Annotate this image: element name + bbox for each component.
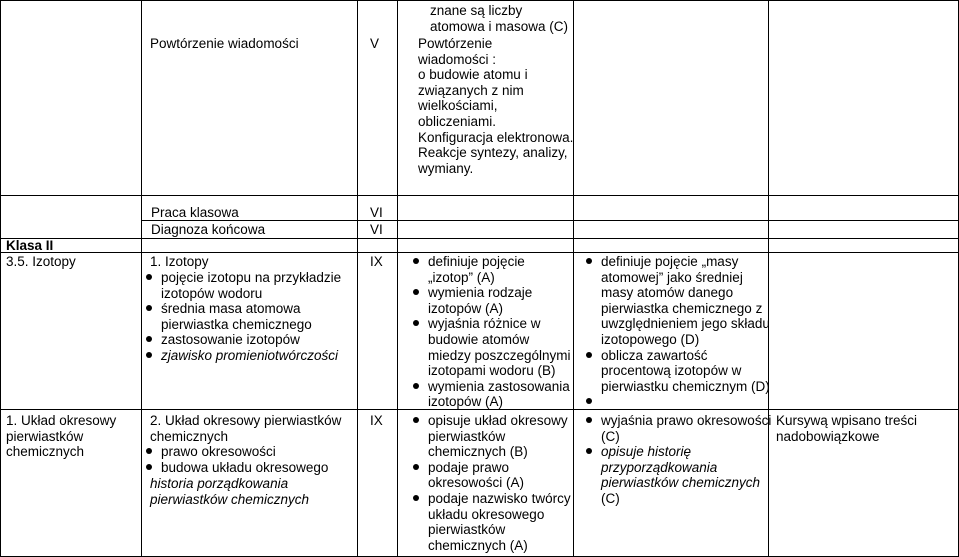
lesson-hours: V [370,36,380,51]
chapter-line: 1. Układ okresowy [6,413,117,428]
requirement-item: wyjaśnia prawo okresowości [583,413,771,429]
row-divider [0,252,959,253]
requirement-continued: procentową izotopów w [601,363,742,379]
requirement-item-optional: opisuje historię [583,444,771,460]
class-header: Klasa II [6,238,54,253]
optional-line: historia porządkowania [150,476,289,491]
continued-line: atomowa i masowa (C) [430,18,569,34]
requirement-item: oblicza zawartość [583,348,770,364]
requirement-continued: budowie atomów [428,331,530,347]
extended-requirements-izotopy [583,254,770,394]
optional-content-uklad [150,476,309,507]
list-item: budowa układu okresowego [143,460,328,476]
requirement-continued: chemicznych (B) [428,444,528,460]
list-item: pojęcie izotopu na przykładzie [143,270,341,286]
requirement-item: definiuje pojęcie „masy [583,254,770,270]
column-divider [357,0,358,557]
note-line: Kursywą wpisano treści [776,413,918,428]
list-item: średnia masa atomowa [143,301,341,317]
requirement-continued: układu okresowego [428,506,545,522]
review-line: wielkościami, [418,98,498,114]
requirement-continued: atomowej” jako średniej [601,269,743,285]
requirement-continued: pierwiastków [428,428,506,444]
requirement-continued: uwzględnieniem jego składu [601,316,770,332]
column-divider [0,0,1,557]
requirement-continued: izotopów (A) [428,394,504,410]
column-divider [141,0,142,557]
requirement-item: definiuje pojęcie [410,254,571,270]
basic-requirements-uklad [410,413,571,553]
requirement-continued: (C) [601,490,620,506]
extended-requirements-uklad [583,413,771,507]
requirement-item: podaje nazwisko twórcy [410,491,571,507]
hours-uklad: IX [370,413,383,428]
optional-line: pierwiastków chemicznych [150,491,310,507]
row-divider [0,238,959,239]
table-border-top [0,0,959,1]
requirement-continued: pierwiastków [428,522,506,538]
praca-klasowa-label: Praca klasowa [151,205,239,220]
review-line: wymiany. [418,160,474,176]
requirement-item: wymienia rodzaje [410,285,571,301]
requirement-item: podaje prawo [410,460,571,476]
note-line: nadobowiązkowe [776,428,880,444]
review-line: związanych z nim [418,82,524,98]
topic-izotopy: 1. Izotopy [150,254,209,269]
hours-izotopy: IX [370,254,383,269]
list-item-optional: zjawisko promieniotwórczości [143,348,341,364]
requirement-continued: masy atomów danego [601,285,734,301]
review-line: Konfiguracja elektronowa. [418,129,574,145]
content-list-izotopy [143,270,341,364]
requirement-continued: okresowości (A) [428,475,525,491]
requirement-continued: pierwiastku chemicznym (D) [601,378,770,394]
list-item-continued: izotopów wodoru [161,285,263,301]
review-line: Powtórzenie [418,36,493,51]
lesson-title: Powtórzenie wiadomości [150,36,299,51]
notes-cell [776,413,917,444]
requirement-continued: izotopowego (D) [601,331,700,347]
review-description [418,36,573,176]
basic-requirements-izotopy [410,254,571,410]
topic-line: chemicznych [150,428,229,444]
requirement-continued: pierwiastków chemicznych [601,475,761,491]
topic-line: 2. Układ okresowy pierwiastków [150,413,342,428]
requirement-continued: izotopami wodoru (B) [428,363,556,379]
requirement-continued: pierwiastka chemicznego z [601,300,763,316]
chapter-izotopy: 3.5. Izotopy [6,254,76,269]
requirement-item: wyjaśnia różnice w [410,316,571,332]
requirement-continued: chemicznych (A) [428,537,528,553]
content-list-uklad [143,444,328,475]
list-item: prawo okresowości [143,444,328,460]
continued-text [430,3,568,34]
requirement-continued: miedzy poszczególnymi [428,347,571,363]
requirement-continued: „izotop” (A) [428,269,495,285]
list-item-continued: pierwiastka chemicznego [161,316,312,332]
continued-line: znane są liczby [430,3,523,18]
praca-klasowa-hours: VI [370,205,383,220]
list-item: zastosowanie izotopów [143,332,341,348]
requirement-continued: izotopów (A) [428,300,504,316]
review-line: obliczeniami. [418,113,497,129]
review-line: Reakcje syntezy, analizy, [418,145,568,161]
row-divider [141,220,959,221]
review-line: o budowie atomu i [418,67,528,83]
requirement-continued: przyporządkowania [601,459,718,475]
requirement-continued: (C) [601,428,620,444]
column-divider [397,0,398,557]
topic-uklad [150,413,341,444]
chapter-line: chemicznych [6,444,85,460]
chapter-line: pierwiastków [6,428,84,444]
row-divider [0,195,959,196]
requirement-item: wymienia zastosowania [410,379,571,395]
diagnoza-label: Diagnoza końcowa [151,222,266,237]
requirement-item: opisuje układ okresowy [410,413,571,429]
diagnoza-hours: VI [370,222,383,237]
review-line: wiadomości : [418,51,497,67]
chapter-uklad [6,413,116,460]
